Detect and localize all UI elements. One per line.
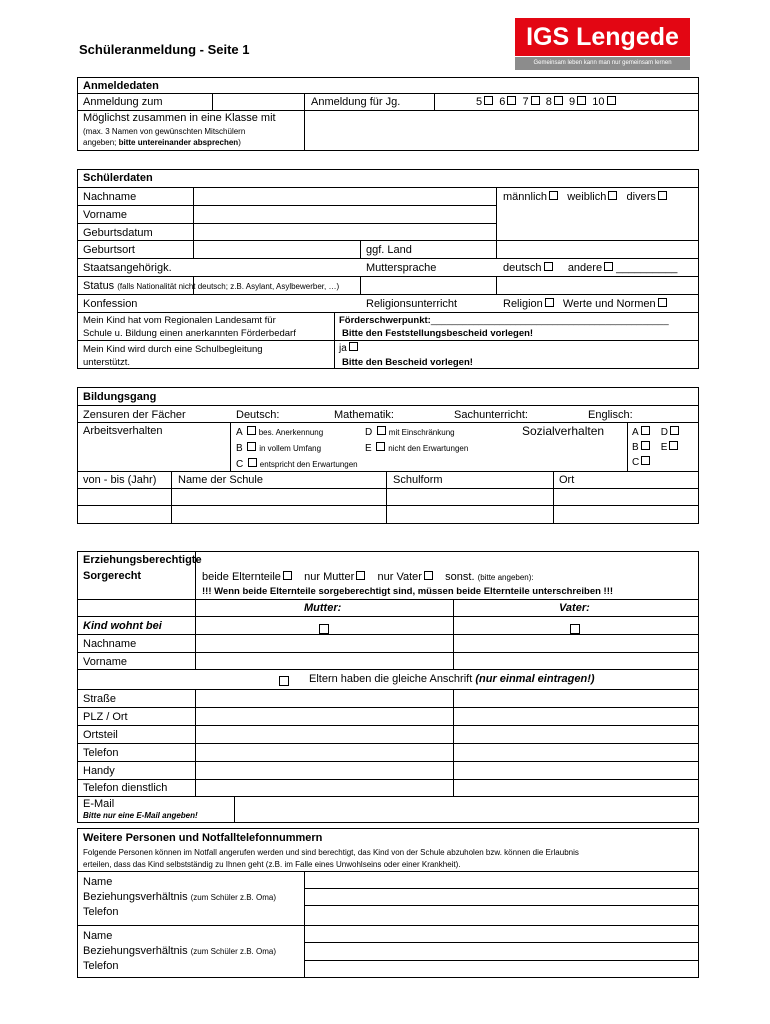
maennlich-checkbox[interactable]: [549, 191, 558, 200]
konfession-label: Konfession: [83, 298, 138, 310]
sozial-b: B E: [632, 441, 678, 454]
geburtsdatum-field[interactable]: [194, 224, 495, 240]
section-schuelerdaten: [77, 169, 699, 369]
d-checkbox[interactable]: [377, 426, 386, 435]
person2-beziehung-label: Beziehungsverhältnis (zum Schüler z.B. Oma): [83, 945, 276, 957]
religion-options: [503, 298, 667, 311]
vorname-label: Vorname: [83, 209, 128, 221]
anmeldung-jg-label: Anmeldung für Jg.: [311, 96, 401, 108]
sachunterricht-label: Sachunterricht:: [454, 409, 528, 421]
email-hint: Bitte nur eine E-Mail angeben!: [83, 811, 198, 820]
vorname-field[interactable]: [194, 206, 495, 223]
ja-label: ja: [339, 343, 347, 354]
sozial-c-checkbox[interactable]: [641, 456, 650, 465]
school-logo: IGS Lengede: [515, 18, 690, 56]
option-c: C entspricht den Erwartungen: [236, 459, 358, 470]
col-name-schule: Name der Schule: [178, 474, 263, 486]
sozialverhalten-label: Sozialverhalten: [522, 424, 605, 438]
section-heading: Anmeldedaten: [83, 80, 159, 92]
gleiche-anschrift-label: Eltern haben die gleiche Anschrift: [309, 673, 473, 685]
nur-einmal-hint: (nur einmal eintragen!): [475, 673, 595, 685]
vater-vorname-field[interactable]: [454, 653, 698, 669]
anmeldung-zum-field[interactable]: [213, 94, 303, 110]
vater-header: Vater:: [559, 602, 590, 614]
col-schulform: Schulform: [393, 474, 443, 486]
grade-7-label: 7: [522, 96, 529, 108]
sonst-label: sonst.: [445, 571, 475, 583]
nachname-label: Nachname: [83, 638, 137, 650]
sprache-options: [503, 262, 677, 275]
option-a: A bes. Anerkennung: [236, 427, 324, 438]
plz-label: PLZ / Ort: [83, 711, 128, 723]
klasse-note-1: (max. 3 Namen von gewünschten Mitschülern: [83, 127, 246, 136]
section-erziehungsberechtigte: [77, 551, 699, 823]
section-heading: Schülerdaten: [83, 172, 153, 184]
deutsch-checkbox[interactable]: [544, 262, 553, 271]
person1-telefon-field[interactable]: [305, 906, 697, 925]
andere-label: andere: [567, 262, 603, 274]
person2-name-field[interactable]: [305, 926, 697, 942]
andere-checkbox[interactable]: [604, 262, 613, 271]
gender-options: [503, 191, 667, 204]
nur-vater-checkbox[interactable]: [424, 571, 433, 580]
mutter-vorname-field[interactable]: [196, 653, 452, 669]
sorgerecht-warnung: !!! Wenn beide Elternteile sorgeberechtigt sind, müssen beide Elternteile unterschreiben !!!: [202, 586, 614, 597]
englisch-label: Englisch:: [588, 409, 633, 421]
klasse-names-field[interactable]: [305, 111, 697, 151]
grade-6-label: 6: [499, 96, 506, 108]
arbeitsverhalten-label: Arbeitsverhalten: [83, 425, 163, 437]
sozial-b-checkbox[interactable]: [641, 441, 650, 450]
grade-8-checkbox[interactable]: [554, 96, 563, 105]
foerderschwerpunkt-row: [339, 314, 669, 327]
person1-name-field[interactable]: [305, 872, 697, 888]
person1-name-label: Name: [83, 876, 113, 888]
geburtsdatum-label: Geburtsdatum: [83, 227, 153, 239]
person1-beziehung-field[interactable]: [305, 889, 697, 905]
deutsch-label: deutsch: [503, 262, 542, 274]
religion-label: Religion: [503, 298, 543, 310]
klasse-note-2: angeben; bitte untereinander absprechen): [83, 138, 241, 147]
vorname-label: Vorname: [83, 656, 128, 668]
geburtsort-label: Geburtsort: [83, 244, 135, 256]
konfession-field[interactable]: [194, 295, 359, 312]
section-heading: Bildungsgang: [83, 391, 157, 403]
vater-nachname-field[interactable]: [454, 635, 698, 652]
a-checkbox[interactable]: [247, 426, 256, 435]
foerderschwerpunkt-line: _____________________________________________: [430, 315, 669, 326]
handy-label: Handy: [83, 765, 115, 777]
col-von-bis: von - bis (Jahr): [83, 474, 157, 486]
sozial-a-checkbox[interactable]: [641, 426, 650, 435]
mutter-header: Mutter:: [304, 602, 342, 614]
muttersprache-label: Muttersprache: [366, 262, 437, 274]
option-d: D mit Einschränkung: [365, 427, 455, 438]
mathematik-label: Mathematik:: [334, 409, 394, 421]
gleiche-anschrift-checkbox[interactable]: [279, 673, 289, 691]
nur-vater-label: nur Vater: [377, 571, 422, 583]
weitere-desc-2: erteilen, dass das Kind selbstständig zu Ihnen geht (z.B. im Falle eines Unwohlseins oder einer Krankheit).: [83, 860, 461, 869]
person2-telefon-label: Telefon: [83, 960, 119, 972]
grade-5-checkbox[interactable]: [484, 96, 493, 105]
sorgerecht-options: [202, 571, 534, 584]
sonst-note: (bitte angeben):: [477, 573, 534, 582]
foerder-hinweis: Bitte den Feststellungsbescheid vorlegen!: [342, 328, 534, 339]
status-row: [83, 280, 339, 293]
section-heading: Weitere Personen und Notfalltelefonnummern: [83, 832, 323, 844]
staatsangehoerigkeit-label: Staatsangehörigk.: [83, 262, 172, 274]
nachname-field[interactable]: [194, 188, 495, 205]
person2-telefon-field[interactable]: [305, 961, 697, 978]
email-label: E-Mail: [83, 798, 115, 810]
grade-6-checkbox[interactable]: [507, 96, 516, 105]
grade-5-label: 5: [476, 96, 483, 108]
b-checkbox[interactable]: [247, 442, 256, 451]
grade-8-label: 8: [545, 96, 552, 108]
foerderschwerpunkt-label: Förderschwerpunkt:: [339, 315, 431, 326]
person1-telefon-label: Telefon: [83, 906, 119, 918]
klasse-label: Möglichst zusammen in eine Klasse mit: [83, 112, 276, 124]
staatsangehoerigkeit-field[interactable]: [194, 259, 359, 276]
geburtsort-field[interactable]: [194, 241, 359, 258]
divers-label: divers: [626, 191, 656, 203]
nur-mutter-checkbox[interactable]: [356, 571, 365, 580]
section-bildungsgang: [77, 387, 699, 524]
bescheid-hinweis: Bitte den Bescheid vorlegen!: [342, 357, 473, 368]
section-weitere-personen: [77, 828, 699, 978]
page-title: Schüleranmeldung - Seite 1: [79, 42, 250, 57]
werte-normen-checkbox[interactable]: [658, 298, 667, 307]
ortsteil-label: Ortsteil: [83, 729, 118, 741]
religionsunterricht-label: Religionsunterricht: [366, 298, 458, 310]
foerder-text-1: Mein Kind hat vom Regionalen Landesamt für: [83, 315, 276, 326]
anmeldung-zum-label: Anmeldung zum: [83, 96, 163, 108]
sozial-a: A D: [632, 426, 679, 439]
kind-wohnt-label: Kind wohnt bei: [83, 620, 162, 632]
person2-beziehung-field[interactable]: [305, 943, 697, 960]
person1-beziehung-label: Beziehungsverhältnis (zum Schüler z.B. Oma): [83, 891, 276, 903]
grade-checkboxes: [476, 96, 616, 109]
sozial-c: C: [632, 456, 650, 469]
divers-checkbox[interactable]: [658, 191, 667, 200]
grade-9-label: 9: [569, 96, 576, 108]
status-label: Status: [83, 280, 115, 292]
strasse-label: Straße: [83, 693, 117, 705]
nachname-label: Nachname: [83, 191, 137, 203]
person2-name-label: Name: [83, 930, 113, 942]
begleitung-text-1: Mein Kind wird durch eine Schulbegleitung: [83, 344, 263, 355]
sozial-d-checkbox[interactable]: [670, 426, 679, 435]
section-anmeldedaten: [77, 77, 699, 151]
sozial-e-checkbox[interactable]: [669, 441, 678, 450]
option-e: E nicht den Erwartungen: [365, 443, 469, 454]
section-heading: Erziehungsberechtigte: [83, 554, 202, 566]
gleiche-anschrift-row: [309, 673, 595, 686]
col-ort: Ort: [559, 474, 575, 486]
beide-label: beide Elternteile: [202, 571, 281, 583]
e-checkbox[interactable]: [376, 442, 385, 451]
ggf-land-label: ggf. Land: [366, 244, 412, 256]
deutsch-label: Deutsch:: [236, 409, 280, 421]
ja-option: [339, 342, 358, 355]
nur-mutter-label: nur Mutter: [304, 571, 355, 583]
beide-checkbox[interactable]: [283, 571, 292, 580]
grade-9-checkbox[interactable]: [577, 96, 586, 105]
grade-7-checkbox[interactable]: [531, 96, 540, 105]
telefon-label: Telefon: [83, 747, 119, 759]
option-b: B in vollem Umfang: [236, 443, 322, 454]
foerder-text-2: Schule u. Bildung einen anerkannten Förderbedarf: [83, 328, 296, 339]
begleitung-text-2: unterstützt.: [83, 357, 130, 368]
telefon-dienstlich-label: Telefon dienstlich: [83, 782, 168, 794]
ja-checkbox[interactable]: [349, 342, 358, 351]
c-checkbox[interactable]: [248, 458, 257, 467]
email-field[interactable]: [235, 797, 698, 823]
andere-line: __________: [616, 262, 678, 274]
weitere-desc-1: Folgende Personen können im Notfall angerufen werden und sind berechtigt, das Kind von der Schule abzuholen bzw. können die Erlaubnis: [83, 848, 579, 857]
werte-normen-label: Werte und Normen: [562, 298, 656, 310]
mutter-nachname-field[interactable]: [196, 635, 452, 652]
weiblich-checkbox[interactable]: [608, 191, 617, 200]
religion-checkbox[interactable]: [545, 298, 554, 307]
sorgerecht-label: Sorgerecht: [83, 570, 142, 582]
weiblich-label: weiblich: [567, 191, 607, 203]
maennlich-label: männlich: [503, 191, 548, 203]
status-note: (falls Nationalität nicht deutsch; z.B. Asylant, Asylbewerber, …): [117, 282, 340, 291]
grade-10-label: 10: [592, 96, 605, 108]
zensuren-label: Zensuren der Fächer: [83, 409, 186, 421]
grade-10-checkbox[interactable]: [607, 96, 616, 105]
school-tagline: Gemeinsam leben kann man nur gemeinsam lernen: [515, 57, 690, 70]
